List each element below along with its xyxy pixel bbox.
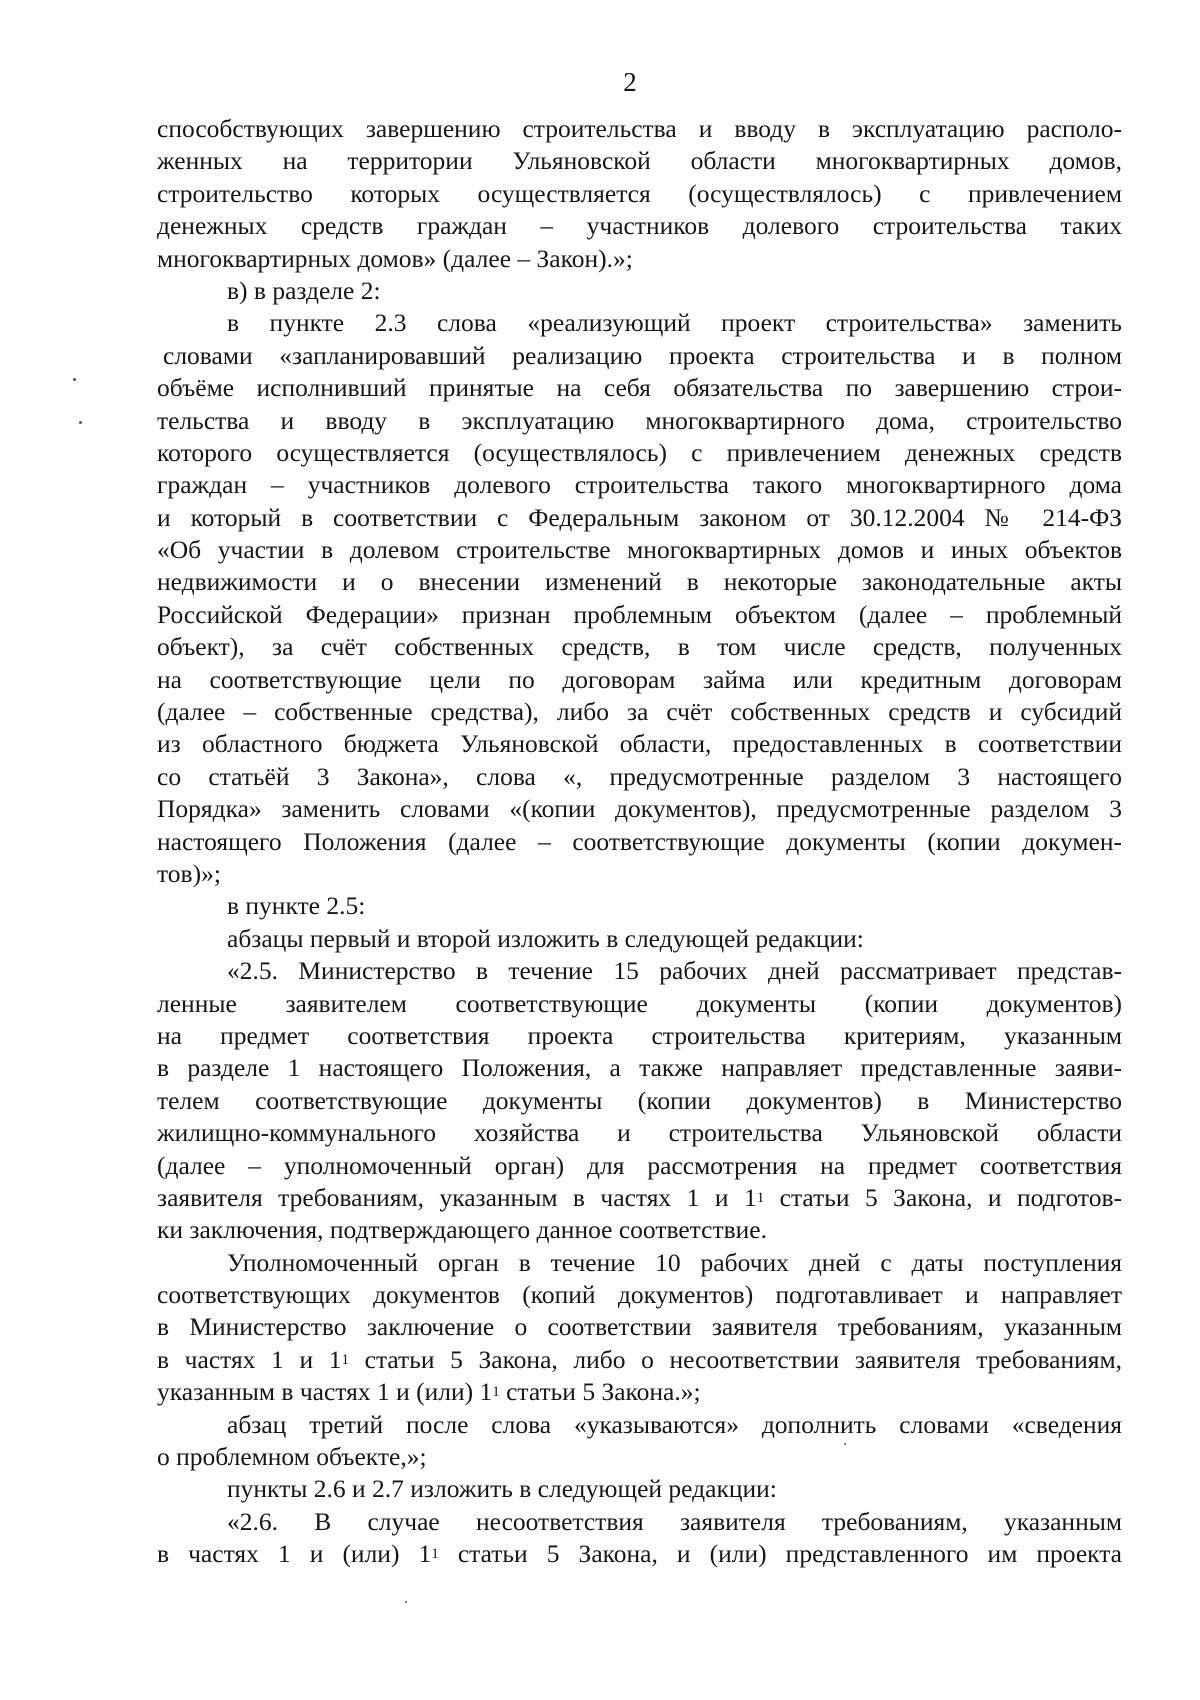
text-line: (далее – уполномоченный орган) для рассмотрения на предмет соответствия <box>157 1150 1122 1180</box>
superscript-one: 1 <box>341 1351 349 1368</box>
text-line: словами «запланировавший реализацию проекта строительства и в полном <box>163 340 1122 370</box>
superscript-one: 1 <box>492 1384 500 1401</box>
text-line: тельства и вводу в эксплуатацию многоквартирного дома, строительство <box>157 405 1122 435</box>
text-line: многоквартирных домов» (далее – Закон).»; <box>157 243 633 273</box>
text-line: денежных средств граждан – участников долевого строительства таких <box>157 211 1122 241</box>
text-line: ленные заявителем соответствующие документы (копии документов) <box>157 988 1122 1018</box>
text-line: указанным в частях 1 и (или) $1^1$ статьи 5 Закона.»; <box>157 1377 701 1407</box>
text-line: на соответствующие цели по договорам займа или кредитным договорам <box>157 664 1122 694</box>
document-body <box>157 113 1122 1571</box>
text-line: в) в разделе 2: <box>227 275 381 305</box>
scan-speck <box>73 378 76 381</box>
text-line: в частях 1 и $1^1$ статьи 5 Закона, либо о несоответствии заявителя требованиям, <box>157 1344 1122 1374</box>
text-line: ки заключения, подтверждающего данное соответствие. <box>157 1215 767 1245</box>
scan-speck <box>79 421 82 424</box>
text-line: и который в соответствии с Федеральным законом от 30.12.2004 № 214-ФЗ <box>157 502 1122 532</box>
text-line: в пункте 2.3 слова «реализующий проект строительства» заменить <box>227 308 1122 338</box>
text-line: заявителя требованиям, указанным в частях 1 и $1^1$ статьи 5 Закона, и подготов- <box>157 1182 1122 1212</box>
text-line: в пункте 2.5: <box>227 891 366 921</box>
text-line: пункты 2.6 и 2.7 изложить в следующей редакции: <box>227 1474 777 1504</box>
text-line: из областного бюджета Ульяновской области, предоставленных в соответствии <box>157 729 1122 759</box>
text-line: способствующих завершению строительства и вводу в эксплуатацию располо- <box>157 114 1122 143</box>
scan-speck <box>844 1443 846 1445</box>
text-line: строительство которых осуществляется (осуществлялось) с привлечением <box>157 178 1122 208</box>
text-line: (далее – собственные средства), либо за счёт собственных средств и субсидий <box>157 697 1122 727</box>
text-line: тов)»; <box>157 858 221 888</box>
text-line: женных на территории Ульяновской области многоквартирных домов, <box>157 146 1122 176</box>
text-line: «2.6. В случае несоответствия заявителя требованиям, указанным <box>227 1506 1122 1536</box>
text-line: соответствующих документов (копий документов) подготавливает и направляет <box>157 1280 1122 1310</box>
text-line: абзац третий после слова «указываются» дополнить словами «сведения <box>227 1409 1122 1439</box>
text-line: в разделе 1 настоящего Положения, а также направляет представленные заяви- <box>157 1053 1122 1083</box>
scan-speck <box>405 1601 407 1603</box>
superscript-one: 1 <box>431 1546 439 1563</box>
text-line: в Министерство заключение о соответствии заявителя требованиям, указанным <box>157 1312 1122 1342</box>
superscript-one: 1 <box>756 1189 765 1206</box>
text-line: телем соответствующие документы (копии документов) в Министерство <box>157 1085 1122 1115</box>
text-line: жилищно-коммунального хозяйства и строительства Ульяновской области <box>157 1118 1122 1148</box>
text-line: абзацы первый и второй изложить в следующей редакции: <box>227 923 864 953</box>
text-line: Порядка» заменить словами «(копии документов), предусмотренные разделом 3 <box>157 794 1122 824</box>
text-line: в частях 1 и (или) $1^1$ статьи 5 Закона, и (или) представленного им проекта <box>157 1539 1122 1569</box>
page-number: 2 <box>623 67 637 97</box>
text-line: о проблемном объекте,»; <box>157 1442 427 1472</box>
text-line: настоящего Положения (далее – соответствующие документы (копии докумен- <box>157 826 1122 856</box>
text-line: Уполномоченный орган в течение 10 рабочих дней с даты поступления <box>227 1247 1122 1277</box>
text-line: «2.5. Министерство в течение 15 рабочих дней рассматривает представ- <box>227 956 1122 986</box>
text-line: «Об участии в долевом строительстве многоквартирных домов и иных объектов <box>157 535 1122 565</box>
text-line: которого осуществляется (осуществлялось) с привлечением денежных средств <box>157 437 1122 467</box>
text-line: объект), за счёт собственных средств, в том числе средств, полученных <box>157 632 1122 662</box>
text-line: Российской Федерации» признан проблемным объектом (далее – проблемный <box>157 599 1122 629</box>
text-line: недвижимости и о внесении изменений в некоторые законодательные акты <box>157 567 1122 597</box>
text-line: объёме исполнивший принятые на себя обязательства по завершению строи- <box>157 373 1122 403</box>
text-line: граждан – участников долевого строительства такого многоквартирного дома <box>157 470 1122 500</box>
text-line: на предмет соответствия проекта строительства критериям, указанным <box>157 1020 1122 1050</box>
text-line: со статьёй 3 Закона», слова «, предусмотренные разделом 3 настоящего <box>157 761 1122 791</box>
